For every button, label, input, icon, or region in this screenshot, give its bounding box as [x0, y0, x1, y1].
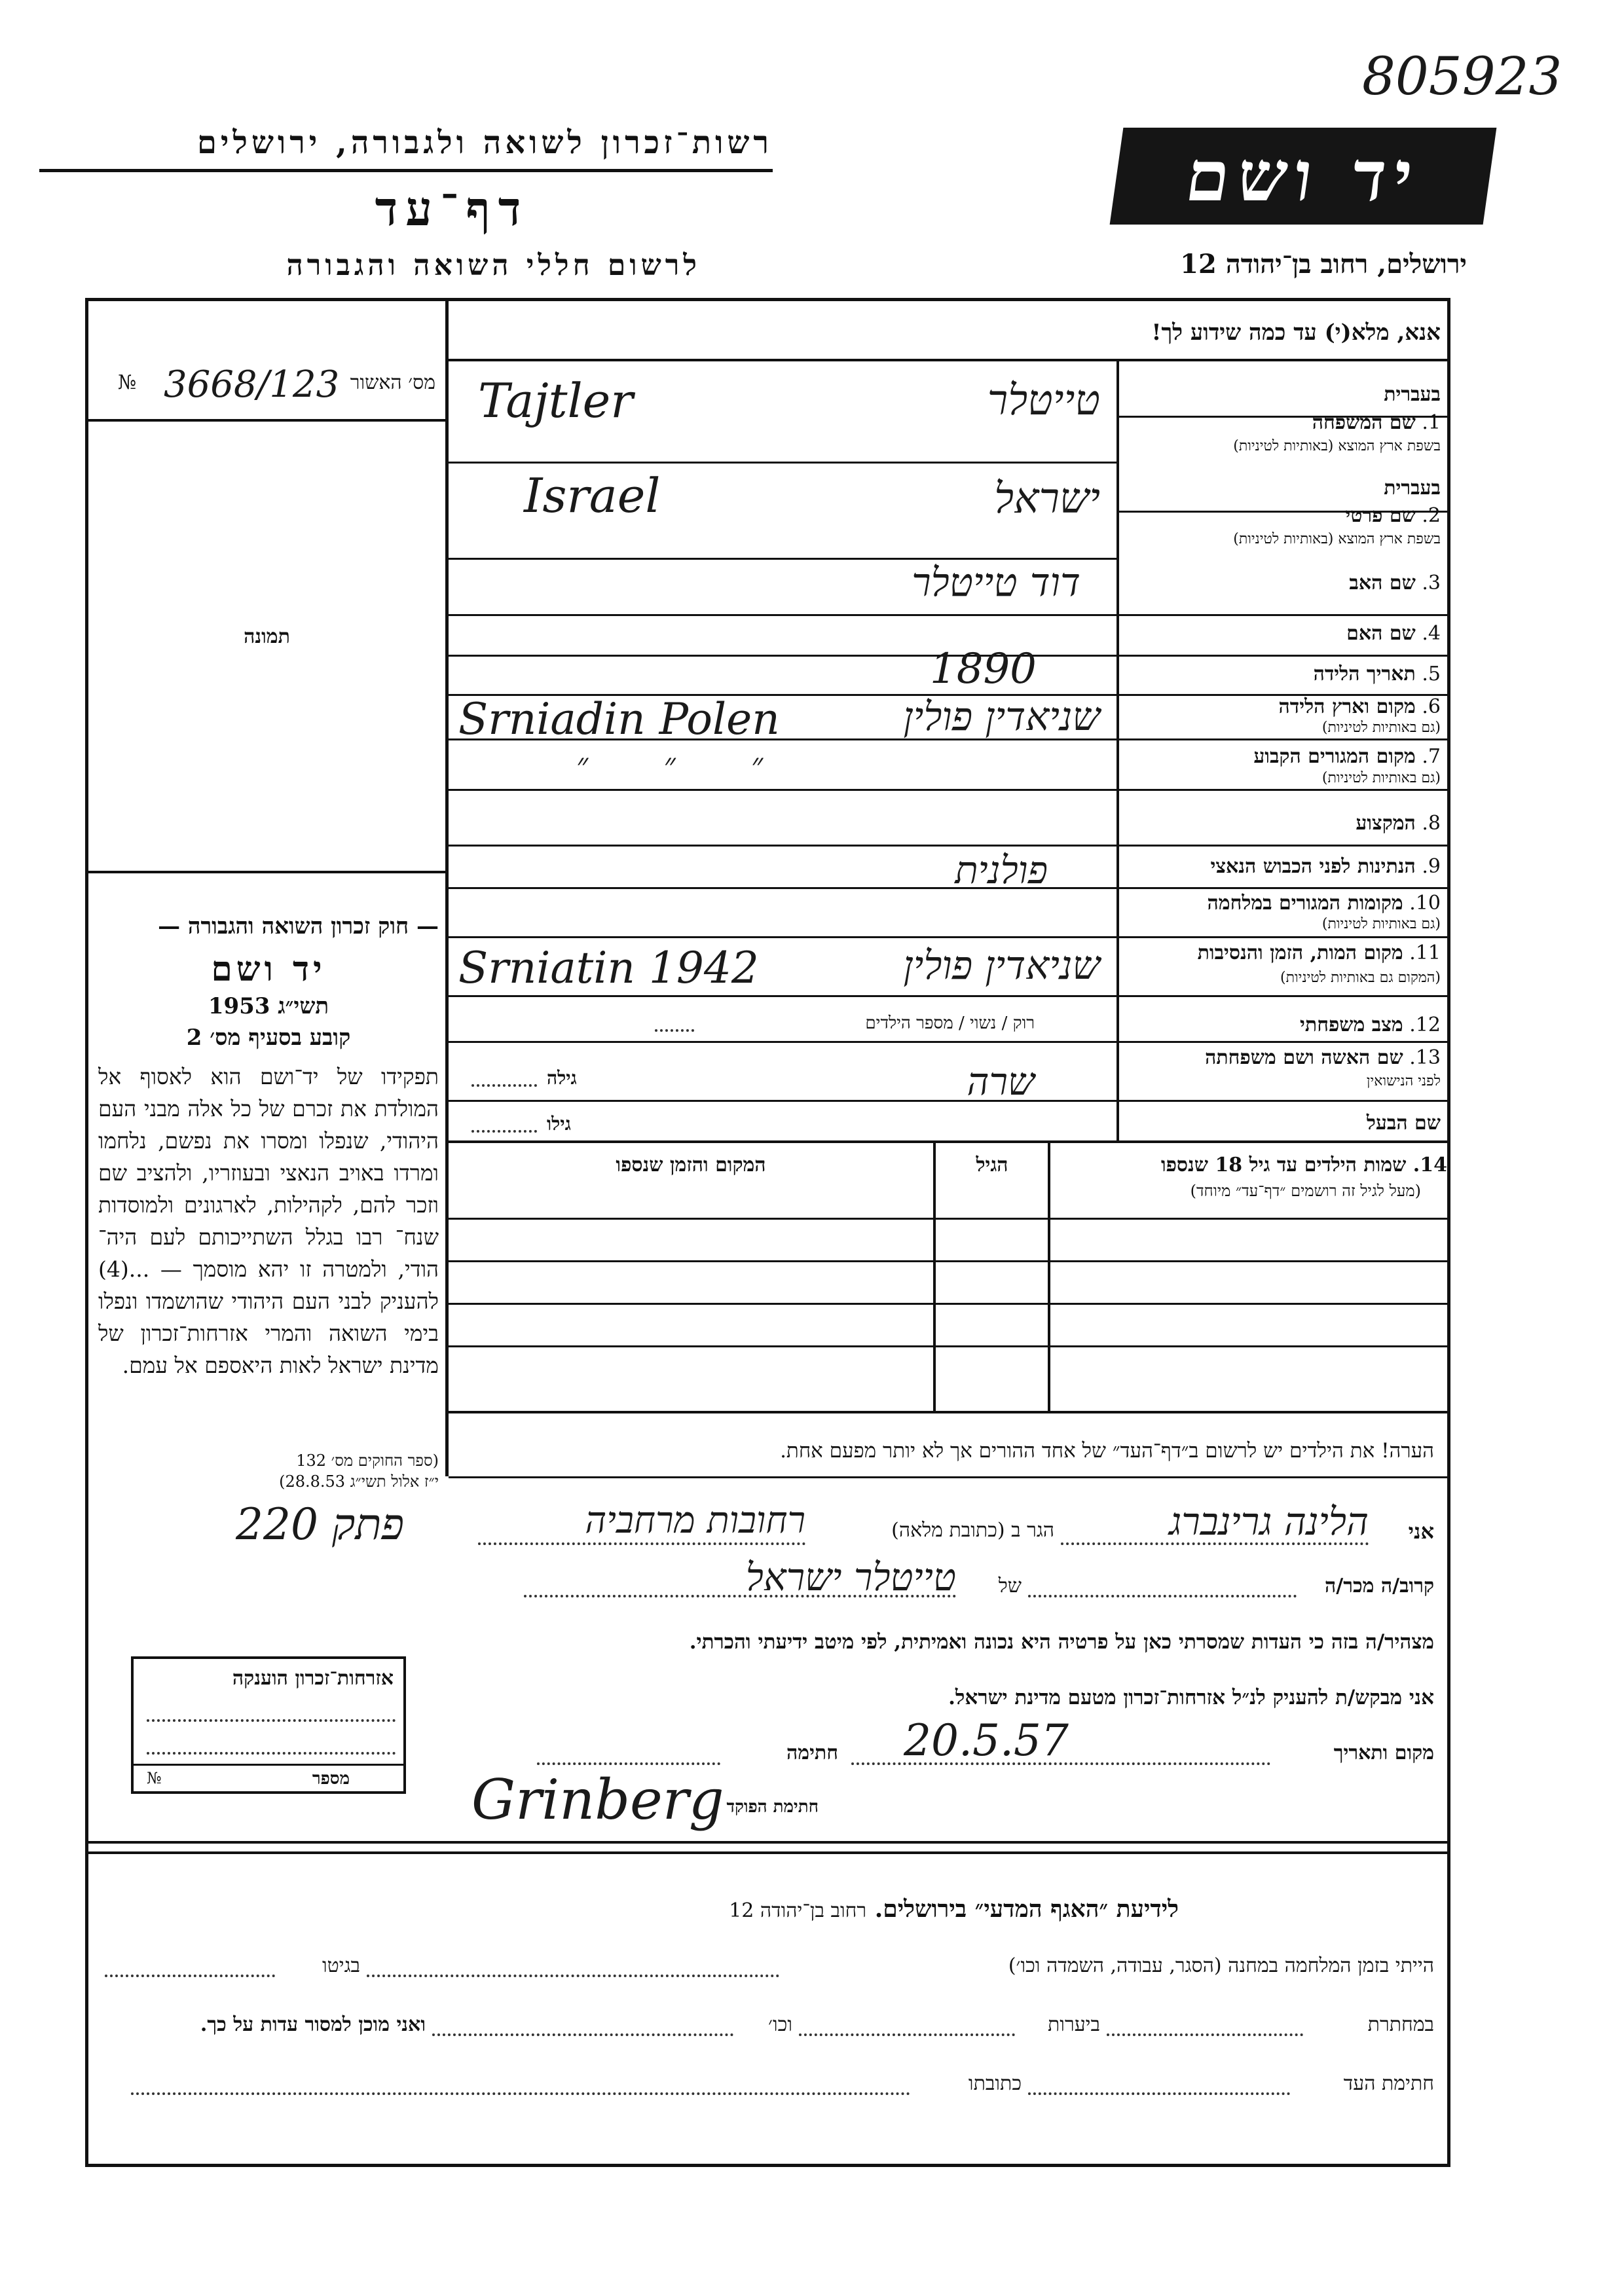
husband-name-label: שם הבעל — [1366, 1112, 1441, 1135]
signature-label: חתימה — [786, 1741, 838, 1764]
wife-age-label: גילה — [547, 1067, 577, 1089]
field-4-label: 4. שם האם — [1346, 622, 1441, 645]
field-2-hebrew-tag: בעברית — [1384, 477, 1441, 500]
field-6-note: (גם באותיות לטיניות) — [1321, 720, 1441, 736]
field-11-note: (המקום גם באותיות לטיניות) — [1280, 970, 1441, 986]
form-title: דף־עד — [375, 181, 529, 236]
relative-of-value: טייטלר ישראל — [745, 1555, 956, 1599]
etc-label: וכו׳ — [768, 2013, 792, 2036]
field-2-label: 2. שם פרטי — [1345, 504, 1441, 527]
request-text: אני מבקש/ת להעניק לנ״ל אזרחות־זכרון מטעם מדינת ישראל. — [948, 1686, 1434, 1709]
father-name-value: דוד טייטלר — [912, 560, 1080, 606]
address: ירושלים, רחוב בן־יהודה 12 — [1180, 249, 1467, 280]
approval-no-symbol: № — [118, 371, 137, 394]
date-value: 20.5.57 — [904, 1715, 1069, 1766]
first-name-hebrew-value: ישראל — [994, 475, 1100, 523]
birthplace-hebrew-value: שניאדין פולין — [903, 694, 1100, 740]
law-year: תשי״ג 1953 — [208, 993, 329, 1019]
marital-status-options: רוק / נשוי / מספר הילדים — [865, 1013, 1035, 1033]
citizenship-box-no-symbol: № — [147, 1769, 162, 1787]
field-3-label: 3. שם האב — [1349, 572, 1441, 594]
declarant-address-label: הגר ב (כתובת מלאה) — [891, 1519, 1054, 1542]
field-6-label: 6. מקום וארץ הלידה — [1278, 695, 1441, 718]
approval-number-box — [88, 363, 445, 409]
children-note: (מעל לגיל זה רושמים ״דף־עד״ מיוחד) — [1190, 1182, 1421, 1200]
form-note: הערה! את הילדים יש לרשום ב״דף־העד״ של אחד ההורים אך לא יותר מפעם אחת. — [780, 1439, 1434, 1463]
first-name-latin-value: Israel — [524, 468, 661, 523]
instruction: אנא, מלא(י) עד כמה שידוע לך! — [1151, 319, 1441, 346]
field-7-label: 7. מקום המגורים הקבוע — [1253, 745, 1441, 768]
declarant-address-value: רחובות מרחביה — [585, 1499, 805, 1542]
margin-note: 220 פתק — [236, 1499, 405, 1550]
declarant-name-value: הלינה גרינברג — [1169, 1499, 1369, 1544]
surname-hebrew-value: טייטלר — [987, 376, 1100, 425]
surname-latin-value: Tajtler — [478, 373, 633, 428]
residence-ditto-value: ״ ״ ״ — [576, 746, 796, 783]
witness-address-label: כתובתו — [968, 2072, 1022, 2095]
wartime-camp-label: הייתי בזמן המלחמה במחנה (הסגר, עבודה, השמדה וכו׳) — [1008, 1954, 1434, 1977]
underground-label: במחתרת — [1367, 2013, 1434, 2036]
birth-date-value: 1890 — [930, 645, 1037, 693]
birthplace-latin-value: Srniadin Polen — [458, 694, 780, 744]
official-signature-label: חתימת הפוקד — [726, 1797, 819, 1817]
citizenship-box-title: אזרחות־זכרון הוענקה — [232, 1667, 394, 1690]
law-title: — חוק זכרון השואה והגבורה — — [158, 913, 439, 939]
death-place-latin-value: Srniatin 1942 — [458, 943, 759, 993]
children-label: 14. שמות הילדים עד גיל 18 שנספו — [1160, 1154, 1447, 1176]
ready-to-testify: ואני מוכן למסור עדות על כך. — [200, 2013, 426, 2036]
registry-number: 805923 — [1362, 46, 1562, 107]
witness-signature-label: חתימת העד — [1343, 2072, 1434, 2095]
field-1-hebrew-tag: בעברית — [1384, 383, 1441, 406]
field-10-note: (גם באותיות לטיניות) — [1321, 916, 1441, 932]
relative-of-label: של — [998, 1575, 1022, 1597]
law-text: תפקידו של יד־ושם הוא לאסוף אל המולדת את זכרם של כל אלה מבני העם היהודי, שנפלו ומסרו את נפשם, נלחמו ומרדו באויב הנאצי ובעוזריו, ולהציב שם וזכר להם, לקהילות, לארגונים ולמוסדות שנח־ רבו בגלל השתייכותם לעם היה־ הודי, ולמטרה זו יהא מוסמך — ...(4) להעניק לבני העם היהודי שהושמדו ונפלו בימי השואה והמרי אזרחות־זכרון של מדינת ישראל לאות היאספם אל עמם. — [98, 1064, 439, 1378]
place-date-label: מקום ותאריך — [1333, 1741, 1434, 1764]
field-5-label: 5. תאריך הלידה — [1313, 663, 1441, 685]
field-1-note: בשפת ארץ המוצא (באותיות לטיניות) — [1233, 438, 1441, 454]
declarant-i-label: אני — [1408, 1519, 1434, 1544]
children-col-place: המקום והזמן שנספו — [616, 1154, 766, 1176]
children-col-age: הגיל — [976, 1154, 1008, 1176]
field-10-label: 10. מקומות המגורים במלחמה — [1207, 892, 1441, 915]
attention-line: לידיעת ״האגף המדעי״ בירושלים. רחוב בן־יהודה 12 — [729, 1895, 1179, 1923]
field-1-label: 1. שם המשפחה — [1312, 411, 1441, 434]
field-8-label: 8. המקצוע — [1356, 812, 1441, 835]
declaration-text: מצהיר/ה בזה כי העדות שמסרתי כאן על פרטיה היא נכונה ואמיתית, לפי מיטב ידיעתי והכרתי. — [689, 1630, 1434, 1654]
signature-value: Grinberg — [471, 1768, 724, 1832]
authority-name: רשות־זכרון לשואה ולגבורה, ירושלים — [196, 124, 773, 161]
ghetto-label: בגיטו — [322, 1954, 360, 1977]
approval-label: מס׳ האשור — [350, 371, 435, 394]
citizenship-value: פולנית — [955, 848, 1048, 892]
photo-label: תמונה — [244, 625, 290, 648]
forests-label: ביערות — [1047, 2013, 1100, 2036]
citizenship-box — [131, 1656, 406, 1794]
wife-name-value: שרה — [967, 1059, 1035, 1104]
husband-age-label: גילו — [547, 1113, 571, 1135]
law-section: קובע בסעיף מס׳ 2 — [186, 1025, 351, 1051]
law-org: יד ושם — [211, 949, 326, 989]
field-13-label: 13. שם האשה ושם משפחתה — [1205, 1046, 1441, 1069]
form-subtitle: לרשום חללי השואה והגבורה — [286, 249, 701, 282]
field-12-label: 12. מצב משפחתי — [1300, 1013, 1441, 1036]
field-9-label: 9. הנתינות לפני הכבוש הנאצי — [1210, 855, 1441, 878]
death-place-hebrew-value: שניאדין פולין — [903, 943, 1100, 989]
citizenship-box-number-label: מספר — [312, 1769, 350, 1789]
field-11-label: 11. מקום המות, הזמן והנסיבות — [1197, 941, 1441, 964]
field-7-note: (גם באותיות לטיניות) — [1321, 770, 1441, 786]
approval-number-value: 3668/123 — [164, 363, 340, 406]
field-2-note: בשפת ארץ המוצא (באותיות לטיניות) — [1233, 531, 1441, 547]
law-citation: (ספר החוקים מס׳ 132 י״ז אלול תשי״ג 28.8.53) — [279, 1451, 439, 1491]
relative-label: קרוב/ה מכר/ה — [1325, 1575, 1434, 1597]
yad-vashem-logo: יד ושם — [1110, 128, 1497, 225]
field-13-note: לפני הנישואין — [1366, 1073, 1441, 1089]
